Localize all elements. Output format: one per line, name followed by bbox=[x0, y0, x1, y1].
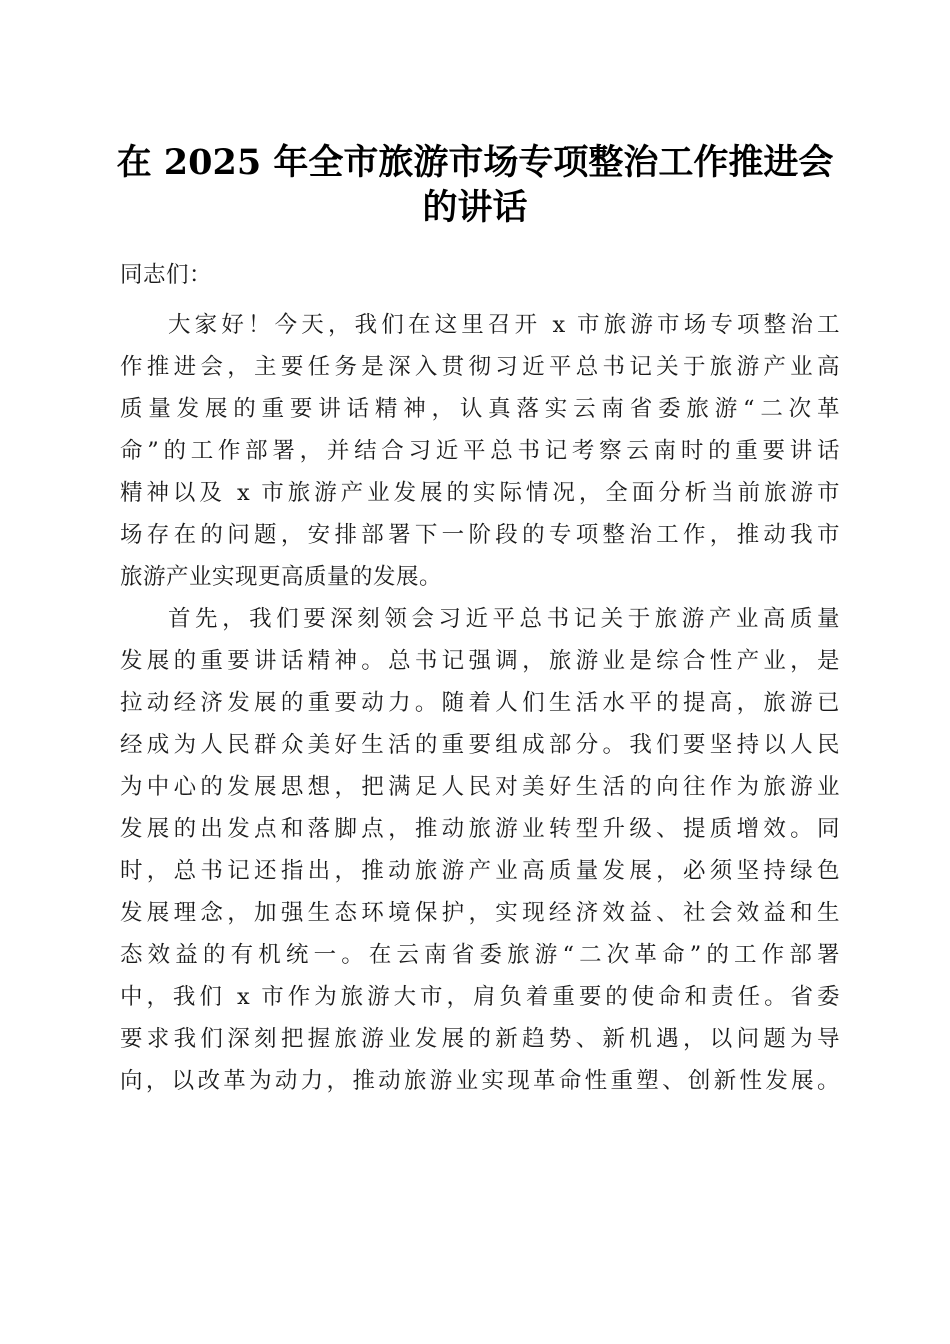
title-line-1: 在 2025 年全市旅游市场专项整治工作推进会 bbox=[116, 142, 834, 183]
document-title bbox=[100, 140, 850, 230]
paragraph-line: 发展的出发点和落脚点，推动旅游业转型升级、提质增效。同 bbox=[120, 816, 840, 842]
paragraph-line: 要求我们深刻把握旅游业发展的新趋势、新机遇，以问题为导 bbox=[120, 1026, 840, 1052]
paragraph-line: 发展理念，加强生态环境保护，实现经济效益、社会效益和生 bbox=[120, 900, 840, 926]
paragraph-line: 中，我们 x 市作为旅游大市，肩负着重要的使命和责任。省委 bbox=[120, 984, 840, 1010]
paragraph-line: 场存在的问题，安排部署下一阶段的专项整治工作，推动我市 bbox=[120, 522, 840, 548]
title-line-2: 的讲话 bbox=[422, 187, 528, 228]
paragraph-line: 发展的重要讲话精神。总书记强调，旅游业是综合性产业，是 bbox=[120, 648, 840, 674]
paragraph-line: 作推进会，主要任务是深入贯彻习近平总书记关于旅游产业高 bbox=[120, 354, 840, 380]
paragraph-2 bbox=[120, 598, 840, 1102]
paragraph-line: 拉动经济发展的重要动力。随着人们生活水平的提高，旅游已 bbox=[120, 690, 840, 716]
paragraph-line: 精神以及 x 市旅游产业发展的实际情况，全面分析当前旅游市 bbox=[120, 480, 840, 506]
paragraph-line: 向，以改革为动力，推动旅游业实现革命性重塑、创新性发展。 bbox=[120, 1068, 840, 1094]
paragraph-line: 质量发展的重要讲话精神，认真落实云南省委旅游“二次革 bbox=[120, 396, 840, 422]
salutation: 同志们： bbox=[120, 262, 213, 288]
paragraph-line: 命”的工作部署，并结合习近平总书记考察云南时的重要讲话 bbox=[120, 438, 840, 464]
paragraph-line: 首先，我们要深刻领会习近平总书记关于旅游产业高质量 bbox=[168, 606, 840, 632]
document-body bbox=[120, 254, 840, 1102]
paragraph-line: 时，总书记还指出，推动旅游产业高质量发展，必须坚持绿色 bbox=[120, 858, 840, 884]
paragraph-1 bbox=[120, 304, 840, 598]
paragraph-line: 旅游产业实现更高质量的发展。 bbox=[120, 564, 443, 590]
paragraph-line: 大家好！今天，我们在这里召开 x 市旅游市场专项整治工 bbox=[168, 312, 840, 338]
paragraph-line: 经成为人民群众美好生活的重要组成部分。我们要坚持以人民 bbox=[120, 732, 840, 758]
paragraph-line: 为中心的发展思想，把满足人民对美好生活的向往作为旅游业 bbox=[120, 774, 840, 800]
paragraph-line: 态效益的有机统一。在云南省委旅游“二次革命”的工作部署 bbox=[120, 942, 840, 968]
